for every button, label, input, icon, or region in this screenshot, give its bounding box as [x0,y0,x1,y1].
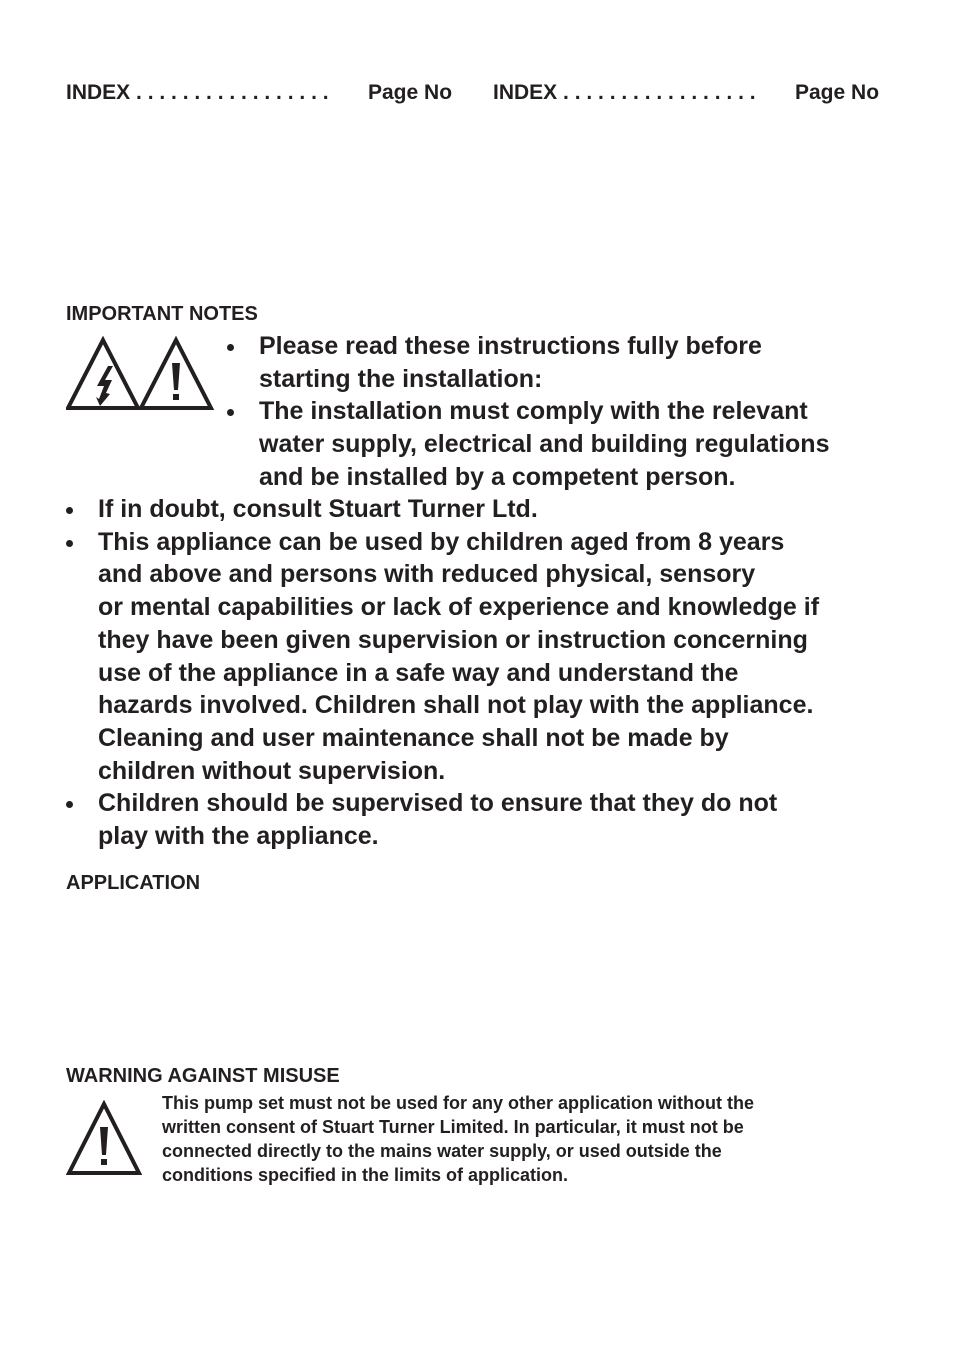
warning-line: This pump set must not be used for any other application without the [162,1093,755,1113]
electrical-hazard-icon [68,340,138,408]
bullet-icon [66,507,73,514]
list-item-line: water supply, electrical and building regulations [259,430,830,459]
important-notes-list-main [66,493,819,853]
list-item-line: children without supervision. [98,756,446,785]
bullet-icon [227,344,234,351]
list-item-line: The installation must comply with the relevant [259,397,808,426]
index-header-left [66,78,453,108]
index-dots: . . . . . . . . . . . . . . . . . [563,81,756,104]
bullet-icon [227,409,234,416]
list-item-line: Cleaning and user maintenance shall not be made by [98,723,729,752]
index-label: INDEX [493,81,558,104]
bullet-icon [66,801,73,808]
warning-line: conditions specified in the limits of application. [162,1165,569,1185]
list-item-line: they have been given supervision or instruction concerning [98,625,808,654]
list-item-line: This appliance can be used by children aged from 8 years [98,527,785,556]
list-item-line: Children should be supervised to ensure that they do not [98,789,778,818]
warning-icon [141,340,211,408]
warning-misuse-text [162,1091,862,1187]
important-notes-heading: IMPORTANT NOTES [66,303,258,325]
warning-line: written consent of Stuart Turner Limited. In particular, it must not be [162,1117,744,1137]
list-item [227,330,829,395]
list-item-line: and be installed by a competent person. [259,462,736,491]
list-item-line: or mental capabilities or lack of experience and knowledge if [98,593,820,622]
important-notes-list-top [227,330,829,494]
bullet-icon [66,540,73,547]
warning-line: connected directly to the mains water supply, or used outside the [162,1141,722,1161]
application-heading: APPLICATION [66,872,201,894]
list-item [66,493,819,526]
warning-icon [66,1100,142,1178]
list-item-line: If in doubt, consult Stuart Turner Ltd. [98,495,538,523]
warning-misuse-heading: WARNING AGAINST MISUSE [66,1065,340,1087]
list-item-line: hazards involved. Children shall not play with the appliance. [98,691,814,720]
index-dots: . . . . . . . . . . . . . . . . . [136,81,329,104]
hazard-icons [66,336,214,412]
list-item [227,395,829,493]
list-item-line: starting the installation: [259,364,543,393]
index-label: INDEX [66,81,131,104]
list-item [66,526,819,788]
list-item-line: use of the appliance in a safe way and understand the [98,658,739,687]
list-item-line: Please read these instructions fully before [259,332,762,360]
index-header-right [493,78,880,108]
page-no-label: Page No [795,81,880,104]
list-item-line: play with the appliance. [98,822,379,851]
list-item [66,787,819,852]
list-item-line: and above and persons with reduced physical, sensory [98,560,756,589]
page-no-label: Page No [368,81,453,104]
